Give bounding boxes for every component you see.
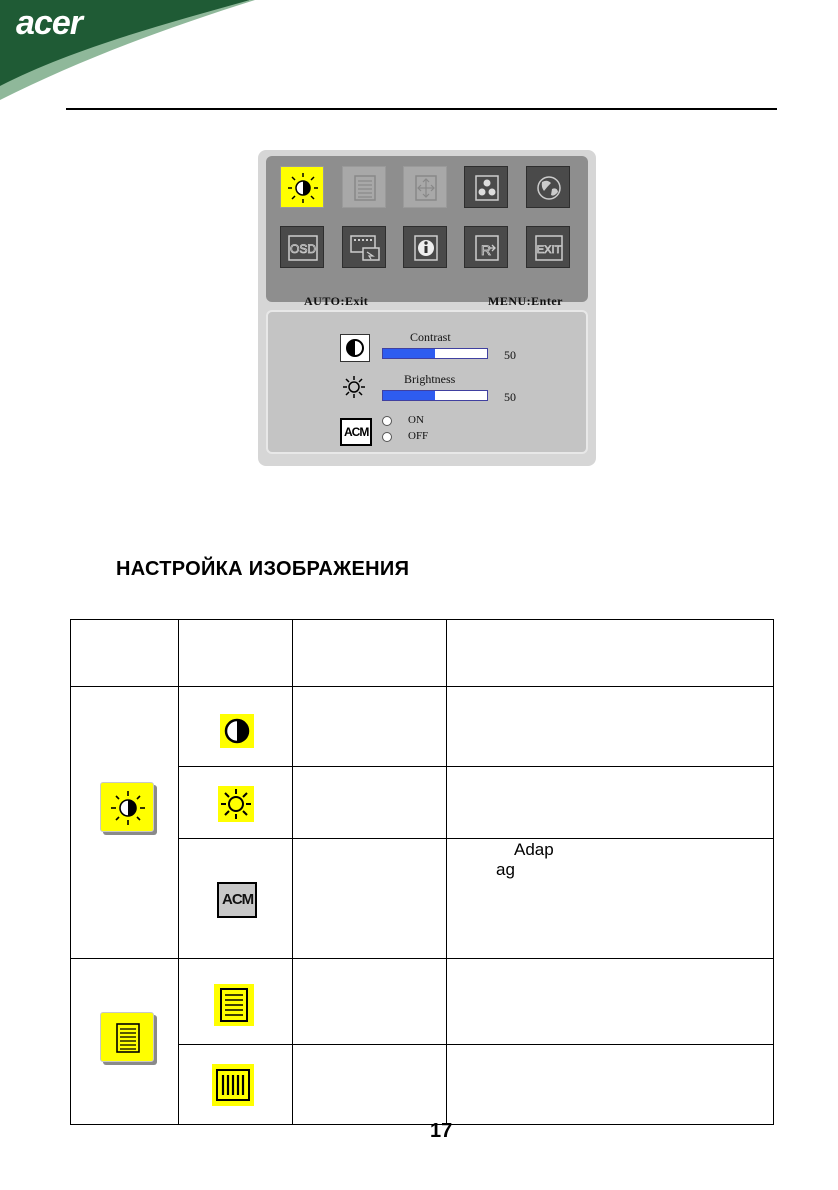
- contrast-slider[interactable]: [382, 348, 488, 359]
- table-col-line: [178, 619, 179, 1125]
- table-col-line: [70, 619, 71, 1125]
- table-border-bottom: [70, 1124, 774, 1125]
- input-signal-icon[interactable]: [342, 226, 386, 268]
- brightness-icon: [340, 374, 370, 402]
- osd-footer-auto: AUTO:Exit: [304, 294, 369, 308]
- table-col-line: [446, 619, 447, 1125]
- table-col-line: [292, 619, 293, 1125]
- acm-icon-text: ACM: [222, 891, 254, 908]
- brightness-icon: [218, 786, 254, 822]
- acm-icon: [340, 418, 372, 446]
- contrast-value: 50: [504, 348, 516, 362]
- contrast-icon: [220, 714, 254, 748]
- table-row-divider: [178, 1044, 774, 1045]
- vertical-bars-icon: [212, 1064, 254, 1106]
- acm-description-line1: Adap: [514, 840, 554, 859]
- document-lines-icon: [214, 984, 254, 1026]
- svg-text:OSD: OSD: [289, 242, 317, 256]
- brightness-label: Brightness: [404, 372, 456, 386]
- table-row-divider: [178, 766, 774, 767]
- osd-footer-menu: MENU:Enter: [488, 294, 563, 308]
- sun-picture-icon[interactable]: [280, 166, 324, 208]
- contrast-icon: [340, 334, 370, 362]
- section-title: НАСТРОЙКА ИЗОБРАЖЕНИЯ: [116, 558, 410, 580]
- info-icon[interactable]: [403, 226, 447, 268]
- acm-off-radio[interactable]: [382, 432, 392, 442]
- contrast-slider-fill: [383, 349, 435, 358]
- brightness-value: 50: [504, 390, 516, 404]
- svg-text:R: R: [481, 242, 492, 258]
- exit-icon[interactable]: [526, 226, 570, 268]
- header-rule: [66, 108, 777, 110]
- osd-settings-panel: [266, 310, 588, 454]
- table-row-divider: [178, 838, 774, 839]
- table-col-line: [773, 619, 774, 1125]
- acm-on-radio[interactable]: [382, 416, 392, 426]
- brightness-slider[interactable]: [382, 390, 488, 401]
- osd-menu: [258, 150, 596, 466]
- acm-icon: [217, 882, 257, 918]
- osd-icon-panel: [266, 156, 588, 308]
- brand-logo: acer: [16, 4, 82, 42]
- globe-icon[interactable]: [526, 166, 570, 208]
- document-lines-icon: [100, 1012, 154, 1062]
- sun-picture-icon: [100, 782, 154, 832]
- contrast-label: Contrast: [410, 330, 451, 344]
- table-border-top: [70, 619, 774, 620]
- table-row-divider: [70, 958, 774, 959]
- svg-text:EXIT: EXIT: [536, 244, 562, 256]
- document-lines-icon[interactable]: [342, 166, 386, 208]
- acm-off-label: OFF: [408, 430, 429, 442]
- acm-description-line2: ag: [496, 860, 515, 879]
- move-arrows-icon[interactable]: [403, 166, 447, 208]
- color-dots-icon[interactable]: [464, 166, 508, 208]
- acm-on-label: ON: [408, 414, 424, 426]
- table-header-divider: [70, 686, 774, 687]
- brightness-slider-fill: [383, 391, 435, 400]
- acm-icon-text: ACM: [344, 425, 369, 439]
- page-number: 17: [430, 1120, 453, 1142]
- osd-icon[interactable]: [280, 226, 324, 268]
- reset-icon[interactable]: [464, 226, 508, 268]
